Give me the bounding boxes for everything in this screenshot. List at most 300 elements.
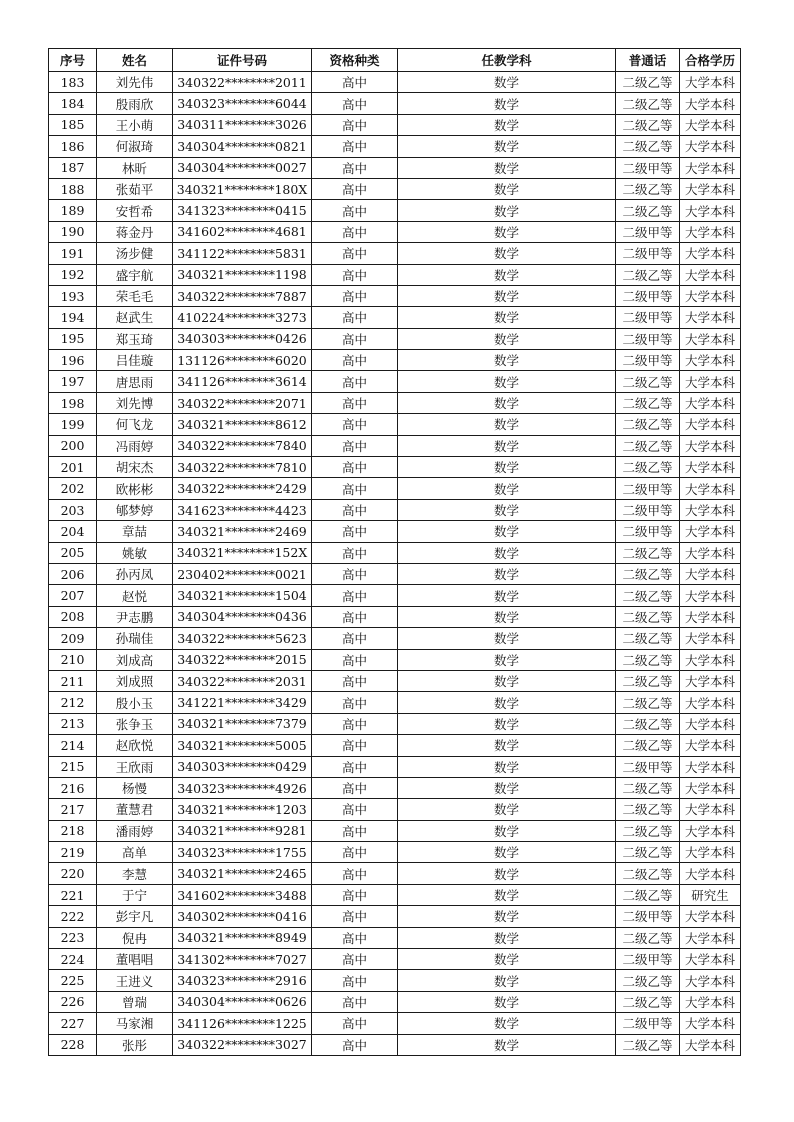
cell-seq: 226 [49,991,97,1012]
table-row [49,735,741,756]
table-row [49,243,741,264]
cell-name: 欧彬彬 [97,478,173,499]
table-row [49,72,741,93]
cell-seq: 194 [49,307,97,328]
cell-qualification-type: 高中 [312,93,398,114]
cell-seq: 202 [49,478,97,499]
cell-name: 孙丙凤 [97,563,173,584]
cell-education: 研究生 [680,884,741,905]
cell-mandarin-level: 二级乙等 [616,371,680,392]
cell-seq: 195 [49,328,97,349]
cell-subject: 数学 [398,307,616,328]
cell-mandarin-level: 二级乙等 [616,606,680,627]
cell-id-number: 340304********0027 [173,157,312,178]
cell-subject: 数学 [398,178,616,199]
cell-subject: 数学 [398,692,616,713]
cell-education: 大学本科 [680,906,741,927]
cell-seq: 212 [49,692,97,713]
cell-id-number: 341302********7027 [173,949,312,970]
cell-subject: 数学 [398,221,616,242]
cell-seq: 190 [49,221,97,242]
cell-mandarin-level: 二级甲等 [616,499,680,520]
cell-subject: 数学 [398,200,616,221]
table-row [49,542,741,563]
cell-name: 张茹平 [97,178,173,199]
cell-id-number: 340321********1203 [173,799,312,820]
cell-id-number: 340322********7810 [173,457,312,478]
cell-id-number: 340303********0426 [173,328,312,349]
table-row [49,927,741,948]
cell-mandarin-level: 二级甲等 [616,157,680,178]
cell-qualification-type: 高中 [312,927,398,948]
cell-id-number: 341122********5831 [173,243,312,264]
cell-name: 潘雨婷 [97,820,173,841]
cell-qualification-type: 高中 [312,735,398,756]
cell-seq: 207 [49,585,97,606]
cell-id-number: 341221********3429 [173,692,312,713]
table-row [49,820,741,841]
cell-mandarin-level: 二级乙等 [616,927,680,948]
cell-qualification-type: 高中 [312,949,398,970]
cell-id-number: 340304********0821 [173,136,312,157]
cell-education: 大学本科 [680,499,741,520]
cell-education: 大学本科 [680,949,741,970]
cell-name: 何淑琦 [97,136,173,157]
table-row [49,178,741,199]
table-row [49,906,741,927]
cell-subject: 数学 [398,1013,616,1034]
cell-name: 林昕 [97,157,173,178]
cell-mandarin-level: 二级乙等 [616,563,680,584]
cell-mandarin-level: 二级甲等 [616,285,680,306]
cell-mandarin-level: 二级甲等 [616,521,680,542]
table-row [49,692,741,713]
cell-education: 大学本科 [680,392,741,413]
cell-id-number: 340322********2071 [173,392,312,413]
cell-qualification-type: 高中 [312,563,398,584]
cell-subject: 数学 [398,72,616,93]
cell-name: 杨慢 [97,777,173,798]
cell-qualification-type: 高中 [312,884,398,905]
cell-seq: 219 [49,842,97,863]
cell-name: 刘先伟 [97,72,173,93]
cell-qualification-type: 高中 [312,371,398,392]
cell-seq: 213 [49,713,97,734]
cell-seq: 196 [49,350,97,371]
table-row [49,521,741,542]
cell-seq: 217 [49,799,97,820]
cell-subject: 数学 [398,713,616,734]
cell-id-number: 340321********180X [173,178,312,199]
cell-subject: 数学 [398,457,616,478]
cell-name: 于宁 [97,884,173,905]
cell-id-number: 340321********9281 [173,820,312,841]
cell-seq: 197 [49,371,97,392]
cell-subject: 数学 [398,863,616,884]
table-row [49,842,741,863]
cell-education: 大学本科 [680,863,741,884]
table-row [49,777,741,798]
cell-qualification-type: 高中 [312,628,398,649]
cell-mandarin-level: 二级乙等 [616,713,680,734]
cell-seq: 204 [49,521,97,542]
table-row [49,328,741,349]
cell-qualification-type: 高中 [312,457,398,478]
cell-mandarin-level: 二级乙等 [616,991,680,1012]
cell-id-number: 341602********4681 [173,221,312,242]
cell-name: 郑玉琦 [97,328,173,349]
cell-id-number: 341323********0415 [173,200,312,221]
cell-seq: 227 [49,1013,97,1034]
cell-education: 大学本科 [680,842,741,863]
cell-id-number: 340322********2015 [173,649,312,670]
cell-name: 王小萌 [97,114,173,135]
cell-subject: 数学 [398,285,616,306]
cell-qualification-type: 高中 [312,799,398,820]
table-row [49,670,741,691]
table-row [49,628,741,649]
cell-qualification-type: 高中 [312,692,398,713]
cell-name: 安哲希 [97,200,173,221]
cell-seq: 218 [49,820,97,841]
cell-name: 蒋金丹 [97,221,173,242]
table-row [49,264,741,285]
cell-qualification-type: 高中 [312,756,398,777]
cell-seq: 189 [49,200,97,221]
cell-name: 董慧君 [97,799,173,820]
table-row [49,585,741,606]
cell-education: 大学本科 [680,692,741,713]
cell-mandarin-level: 二级乙等 [616,820,680,841]
cell-mandarin-level: 二级乙等 [616,178,680,199]
cell-qualification-type: 高中 [312,157,398,178]
header-subject: 任教学科 [398,49,616,72]
cell-name: 董唱唱 [97,949,173,970]
cell-mandarin-level: 二级甲等 [616,949,680,970]
cell-seq: 185 [49,114,97,135]
cell-name: 张争玉 [97,713,173,734]
cell-id-number: 340304********0436 [173,606,312,627]
cell-seq: 192 [49,264,97,285]
cell-seq: 188 [49,178,97,199]
cell-qualification-type: 高中 [312,178,398,199]
header-education: 合格学历 [680,49,741,72]
cell-education: 大学本科 [680,799,741,820]
cell-name: 尹志鹏 [97,606,173,627]
cell-seq: 215 [49,756,97,777]
cell-education: 大学本科 [680,478,741,499]
header-row [49,49,741,72]
cell-qualification-type: 高中 [312,991,398,1012]
cell-education: 大学本科 [680,157,741,178]
cell-qualification-type: 高中 [312,136,398,157]
cell-mandarin-level: 二级乙等 [616,735,680,756]
table-row [49,991,741,1012]
cell-id-number: 341126********3614 [173,371,312,392]
cell-education: 大学本科 [680,72,741,93]
cell-name: 马家湘 [97,1013,173,1034]
cell-id-number: 340323********6044 [173,93,312,114]
cell-mandarin-level: 二级乙等 [616,692,680,713]
cell-education: 大学本科 [680,114,741,135]
table-row [49,136,741,157]
cell-qualification-type: 高中 [312,114,398,135]
cell-mandarin-level: 二级乙等 [616,649,680,670]
cell-education: 大学本科 [680,970,741,991]
table-row [49,499,741,520]
cell-subject: 数学 [398,606,616,627]
cell-seq: 184 [49,93,97,114]
cell-qualification-type: 高中 [312,243,398,264]
cell-id-number: 340303********0429 [173,756,312,777]
cell-id-number: 340322********2031 [173,670,312,691]
cell-education: 大学本科 [680,628,741,649]
cell-qualification-type: 高中 [312,842,398,863]
cell-subject: 数学 [398,585,616,606]
cell-education: 大学本科 [680,221,741,242]
table-row [49,221,741,242]
cell-subject: 数学 [398,563,616,584]
cell-id-number: 340321********2469 [173,521,312,542]
cell-subject: 数学 [398,970,616,991]
records-table [48,48,741,1056]
cell-qualification-type: 高中 [312,285,398,306]
cell-name: 王进义 [97,970,173,991]
cell-name: 盛宇航 [97,264,173,285]
cell-mandarin-level: 二级乙等 [616,884,680,905]
cell-qualification-type: 高中 [312,863,398,884]
cell-mandarin-level: 二级甲等 [616,906,680,927]
cell-mandarin-level: 二级甲等 [616,756,680,777]
table-row [49,435,741,456]
cell-education: 大学本科 [680,1013,741,1034]
cell-education: 大学本科 [680,328,741,349]
cell-id-number: 340323********2916 [173,970,312,991]
cell-seq: 191 [49,243,97,264]
cell-education: 大学本科 [680,927,741,948]
cell-subject: 数学 [398,756,616,777]
cell-mandarin-level: 二级乙等 [616,114,680,135]
cell-subject: 数学 [398,906,616,927]
table-row [49,799,741,820]
table-row [49,307,741,328]
cell-education: 大学本科 [680,777,741,798]
table-row [49,1013,741,1034]
cell-mandarin-level: 二级乙等 [616,628,680,649]
header-qualification-type: 资格种类 [312,49,398,72]
cell-subject: 数学 [398,478,616,499]
cell-subject: 数学 [398,799,616,820]
cell-mandarin-level: 二级乙等 [616,777,680,798]
cell-name: 汤步健 [97,243,173,264]
cell-education: 大学本科 [680,649,741,670]
cell-id-number: 131126********6020 [173,350,312,371]
cell-subject: 数学 [398,842,616,863]
cell-seq: 200 [49,435,97,456]
table-row [49,93,741,114]
cell-name: 何飞龙 [97,414,173,435]
table-header [49,49,741,72]
cell-education: 大学本科 [680,991,741,1012]
cell-id-number: 340321********2465 [173,863,312,884]
cell-qualification-type: 高中 [312,221,398,242]
cell-id-number: 340321********5005 [173,735,312,756]
cell-seq: 222 [49,906,97,927]
cell-qualification-type: 高中 [312,350,398,371]
cell-name: 章喆 [97,521,173,542]
cell-qualification-type: 高中 [312,585,398,606]
cell-subject: 数学 [398,136,616,157]
cell-seq: 203 [49,499,97,520]
cell-id-number: 340323********1755 [173,842,312,863]
cell-name: 王欣雨 [97,756,173,777]
cell-education: 大学本科 [680,264,741,285]
cell-seq: 210 [49,649,97,670]
cell-name: 姚敏 [97,542,173,563]
cell-education: 大学本科 [680,670,741,691]
table-row [49,392,741,413]
table-row [49,756,741,777]
cell-subject: 数学 [398,371,616,392]
table-row [49,970,741,991]
cell-name: 曾瑞 [97,991,173,1012]
cell-id-number: 340321********8612 [173,414,312,435]
cell-mandarin-level: 二级乙等 [616,392,680,413]
cell-name: 冯雨婷 [97,435,173,456]
cell-education: 大学本科 [680,178,741,199]
cell-subject: 数学 [398,670,616,691]
table-row [49,157,741,178]
cell-seq: 221 [49,884,97,905]
cell-qualification-type: 高中 [312,499,398,520]
cell-qualification-type: 高中 [312,713,398,734]
cell-subject: 数学 [398,93,616,114]
cell-education: 大学本科 [680,200,741,221]
cell-qualification-type: 高中 [312,670,398,691]
cell-qualification-type: 高中 [312,414,398,435]
cell-mandarin-level: 二级乙等 [616,842,680,863]
table-row [49,478,741,499]
cell-education: 大学本科 [680,713,741,734]
cell-seq: 224 [49,949,97,970]
cell-seq: 208 [49,606,97,627]
cell-seq: 198 [49,392,97,413]
cell-seq: 216 [49,777,97,798]
cell-subject: 数学 [398,1034,616,1055]
cell-education: 大学本科 [680,307,741,328]
cell-seq: 225 [49,970,97,991]
cell-seq: 187 [49,157,97,178]
cell-mandarin-level: 二级乙等 [616,799,680,820]
cell-id-number: 340323********4926 [173,777,312,798]
cell-qualification-type: 高中 [312,264,398,285]
cell-name: 郇梦婷 [97,499,173,520]
cell-name: 荣毛毛 [97,285,173,306]
cell-qualification-type: 高中 [312,1013,398,1034]
cell-subject: 数学 [398,114,616,135]
cell-education: 大学本科 [680,350,741,371]
cell-subject: 数学 [398,820,616,841]
cell-id-number: 340322********2429 [173,478,312,499]
cell-name: 赵悦 [97,585,173,606]
cell-id-number: 230402********0021 [173,563,312,584]
cell-subject: 数学 [398,157,616,178]
cell-id-number: 340311********3026 [173,114,312,135]
table-row [49,371,741,392]
table-row [49,649,741,670]
cell-qualification-type: 高中 [312,435,398,456]
table-body [49,72,741,1056]
cell-mandarin-level: 二级甲等 [616,478,680,499]
cell-qualification-type: 高中 [312,521,398,542]
cell-seq: 205 [49,542,97,563]
cell-id-number: 340321********1504 [173,585,312,606]
cell-name: 刘成照 [97,670,173,691]
cell-qualification-type: 高中 [312,649,398,670]
table-row [49,1034,741,1055]
cell-id-number: 340322********5623 [173,628,312,649]
cell-mandarin-level: 二级甲等 [616,221,680,242]
cell-qualification-type: 高中 [312,970,398,991]
cell-id-number: 340321********1198 [173,264,312,285]
cell-name: 刘先博 [97,392,173,413]
cell-id-number: 410224********3273 [173,307,312,328]
table-row [49,114,741,135]
cell-name: 孙瑞佳 [97,628,173,649]
cell-id-number: 340322********7840 [173,435,312,456]
cell-subject: 数学 [398,328,616,349]
cell-mandarin-level: 二级乙等 [616,93,680,114]
cell-education: 大学本科 [680,457,741,478]
cell-subject: 数学 [398,542,616,563]
cell-subject: 数学 [398,649,616,670]
cell-mandarin-level: 二级乙等 [616,136,680,157]
cell-mandarin-level: 二级甲等 [616,307,680,328]
cell-name: 吕佳璇 [97,350,173,371]
cell-id-number: 341623********4423 [173,499,312,520]
table-row [49,949,741,970]
cell-seq: 220 [49,863,97,884]
header-name: 姓名 [97,49,173,72]
cell-mandarin-level: 二级甲等 [616,328,680,349]
cell-name: 赵武生 [97,307,173,328]
table-row [49,884,741,905]
cell-mandarin-level: 二级乙等 [616,863,680,884]
cell-subject: 数学 [398,414,616,435]
cell-subject: 数学 [398,435,616,456]
table-row [49,350,741,371]
cell-id-number: 341126********1225 [173,1013,312,1034]
cell-subject: 数学 [398,628,616,649]
cell-education: 大学本科 [680,735,741,756]
cell-mandarin-level: 二级乙等 [616,72,680,93]
cell-subject: 数学 [398,392,616,413]
cell-mandarin-level: 二级乙等 [616,585,680,606]
cell-id-number: 340304********0626 [173,991,312,1012]
cell-education: 大学本科 [680,136,741,157]
cell-seq: 206 [49,563,97,584]
cell-mandarin-level: 二级乙等 [616,200,680,221]
cell-subject: 数学 [398,884,616,905]
table-row [49,713,741,734]
cell-mandarin-level: 二级乙等 [616,542,680,563]
cell-seq: 214 [49,735,97,756]
table-row [49,563,741,584]
cell-seq: 193 [49,285,97,306]
table-row [49,457,741,478]
cell-id-number: 340321********152X [173,542,312,563]
cell-qualification-type: 高中 [312,392,398,413]
